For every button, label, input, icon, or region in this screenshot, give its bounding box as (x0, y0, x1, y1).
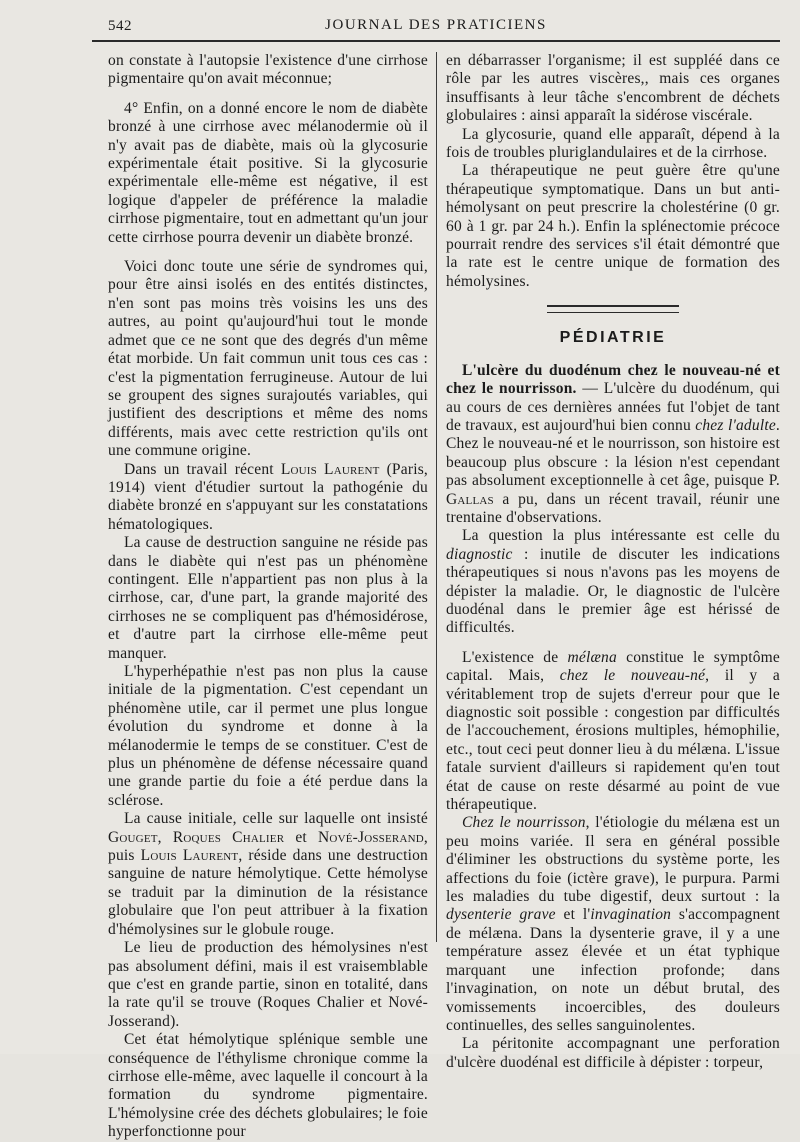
paragraph: on constate à l'autopsie l'existence d'une cirrhose pigmentaire qu'on avait méconnue; (108, 52, 428, 88)
double-rule (547, 305, 679, 313)
text-run: , puis (108, 828, 428, 865)
text-run: , réside dans une destruction sanguine de nature hémolytique. Cette hémolyse se traduit par la diminution de la résistance globulaire que l'on peut attribuer à la fixation d'hémolysines sur le globule rouge. (108, 847, 428, 938)
author-name: Gouget (108, 828, 158, 846)
author-name: Nové-Josserand (318, 828, 424, 846)
paragraph: La thérapeutique ne peut guère être qu'une thérapeutique symptomatique. Dans un but anti-hémolysant on peut prescrire la cholestérine (0 gr. 60 à 1 gr. par 24 h.). Enfin la splénectomie précoce pourrait rendre des services s'il était démontré que la rate est le centre unique de formation des hémolysines. (446, 162, 780, 290)
journal-title: JOURNAL DES PRATICIENS (325, 17, 547, 33)
text-run: . Chez le nouveau-né et le nourrisson, son histoire est beaucoup plus obscure : la lésion n'est cependant pas absolument exceptionnelle à cet âge, puisque P. (446, 416, 780, 490)
section-rule (446, 305, 780, 313)
right-column (446, 52, 780, 1072)
text-run: Dans un travail récent (124, 460, 281, 478)
page-number: 542 (108, 18, 132, 34)
text-run: La cause initiale, celle sur laquelle ont insisté (124, 810, 428, 828)
text-run: : inutile de discuter les indications thérapeutiques si nous n'avons pas les moyens de dépister la maladie. Or, le diagnostic de l'ulcère duodénal dans le premier âge est hérissé de difficultés. (446, 545, 780, 637)
text-run: et l' (555, 906, 591, 924)
text-run: , l'étiologie du mélæna est un peu moins variée. Il sera en général possible d'éliminer les obstructions du système porte, les affections du foie (ictère grave), le purpura. Parmi les maladies du tube digestif, deux surtout : la (446, 814, 780, 906)
emphasis: mélæna (567, 648, 617, 666)
text-run: , il y a véritablement trop de sujets d'erreur pour que le diagnostic soit possible : congestion par difficultés de l'accouchement, érosions multiples, hémophilie, etc., tout ceci peut donner lieu à du mélæna. L'issue fatale survient d'ailleurs si rapidement qu'en tout état de cause on reste désarmé au point de vue thérapeutique. (446, 667, 780, 814)
paragraph: Le lieu de production des hémolysines n'est pas absolument défini, mais il est vraisemblable que c'est en grande partie, sinon en totalité, dans la rate qu'il se trouve (Roques Chalier et Nové-Josserand). (108, 939, 428, 1030)
emphasis: chez le nouveau-né (559, 667, 706, 685)
paragraph: La péritonite accompagnant une perforation d'ulcère duodénal est difficile à dépister : torpeur, (446, 1035, 780, 1071)
text-run: constitue le symptôme capital. Mais, (446, 648, 780, 685)
paragraph (446, 527, 780, 637)
emphasis: Chez le nourrisson (462, 814, 586, 832)
paragraph (108, 810, 428, 939)
author-name: Louis Laurent (280, 460, 380, 478)
paragraph (108, 461, 428, 535)
text-run: , (157, 828, 173, 846)
section-title: PÉDIATRIE (559, 329, 667, 347)
column-divider (436, 52, 437, 942)
emphasis: diagnostic (446, 545, 513, 563)
left-column (108, 52, 428, 1142)
text-run: L'existence de (462, 648, 568, 666)
text-run: s'accompagnent de mélæna. Dans la dysenterie grave, il y a une température assez élevée et un état typhique marquant une infection profonde; dans l'invagination, on note un début brutal, des vomissements incoercibles, des douleurs continuelles, des selles sanguinolentes. (446, 906, 780, 1034)
paragraph (446, 814, 780, 1035)
author-name: Roques Chalier (172, 828, 285, 846)
emphasis: invagination (590, 906, 672, 924)
paragraph: L'hyperhépathie n'est pas non plus la cause initiale de la pigmentation. C'est cependant un phénomène utile, car il permet une plus longue évolution du syndrome et donne à la mélanodermie le temps de se constituer. C'est de plus un phénomène de défense nécessaire quand une grande partie du foie a été perdue dans la sclérose. (108, 663, 428, 809)
author-name: Gallas (446, 490, 494, 508)
paragraph: en débarrasser l'organisme; il est suppléé dans ce rôle par les autres viscères,, mais ces organes insuffisants à leur tâche s'encombrent de déchets globulaires : ainsi apparaît la sidérose viscérale. (446, 52, 780, 125)
paragraph: La glycosurie, quand elle apparaît, dépend à la fois de troubles pluriglandulaires et de la cirrhose. (446, 125, 780, 162)
paragraph: Voici donc toute une série de syndromes qui, pour être ainsi isolés en des entités distinctes, n'en sont pas moins très voisins les uns des autres, au point qu'aujourd'hui tout le monde admet que ce ne sont que des degrés d'un même état morbide. Un fait commun unit tous ces cas : c'est la pigmentation ferrugineuse. Autour de lui se groupent des signes surajoutés variables, qui justifient des descriptions et même des noms différents, mais avec cette restriction qu'ils ont une commune origine. (108, 258, 428, 460)
page-header (92, 14, 780, 42)
paragraph: Cet état hémolytique splénique semble une conséquence de l'éthylisme chronique comme la cirrhose elle-même, avec laquelle il concourt à la formation du syndrome pigmentaire. L'hémolysine crée des déchets globulaires; le foie hyperfonctionne pour (108, 1031, 428, 1141)
paragraph (446, 362, 780, 528)
text-run: (Paris, 1914) vient d'étudier surtout la pathogénie du diabète bronzé en s'appuyant sur les constatations hématologiques. (108, 460, 429, 533)
emphasis: chez l'adulte (695, 416, 776, 434)
text-run: a pu, dans un récent travail, réunir une trentaine d'observations. (446, 490, 780, 526)
article-title: L'ulcère du duodénum chez le nouveau-né et chez le nourrisson. (446, 361, 780, 398)
text-run: — L'ulcère du duodénum, qui au cours de ces dernières années fut l'objet de tant de travaux, est aujourd'hui bien connu (446, 380, 780, 434)
text-run: La question la plus intéressante est celle du (462, 527, 780, 545)
paragraph: La cause de destruction sanguine ne réside pas dans le diabète qui n'est pas un phénomène contingent. Elle n'appartient pas non plus à la cirrhose, car, d'une part, la grande majorité des cirrhoses ne se compliquent pas d'hémosidérose, et d'autre part la cirrhose elle-même peut manquer. (108, 534, 428, 662)
author-name: Louis Laurent (140, 847, 239, 865)
paragraph: 4° Enfin, on a donné encore le nom de diabète bronzé à une cirrhose avec mélanodermie où il n'y avait pas de diabète, mais où la glycosurie expérimentale était positive. Si la glycosurie expérimentale elle-même est négative, il est logique d'appeler de préférence la maladie cirrhose pigmentaire, tout en admettant qu'un jour cette cirrhose pourra devenir un diabète bronzé. (108, 99, 428, 246)
paragraph (446, 649, 780, 815)
text-run: et (284, 828, 319, 846)
emphasis: dysenterie grave (446, 906, 556, 924)
